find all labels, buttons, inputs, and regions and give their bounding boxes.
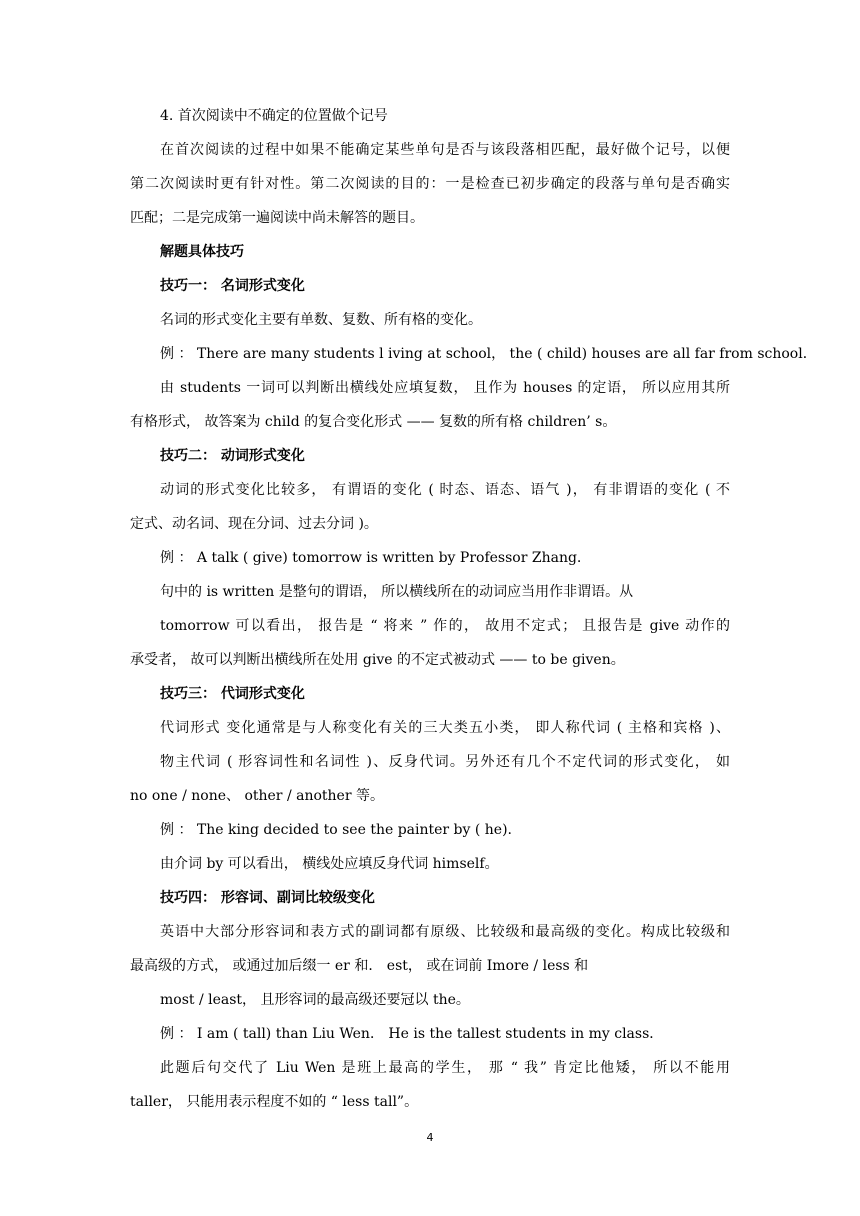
text-line: no one / none、 other / another 等。 — [130, 788, 384, 804]
text-line: 有格形式， 故答案为 child 的复合变化形式 —— 复数的所有格 children’ s。 — [130, 414, 617, 430]
text-line: 匹配；二是完成第一遍阅读中尚未解答的题目。 — [130, 210, 424, 226]
text-line: 句中的 is written 是整句的谓语， 所以横线所在的动词应当用作非谓语。从 — [160, 584, 634, 600]
text-line: 由 students 一词可以判断出横线处应填复数， 且作为 houses 的定语， 所以应用其所 — [160, 380, 730, 396]
text-line: 最高级的方式， 或通过加后缀一 er 和． est， 或在词前 Imore / less 和 — [130, 958, 589, 974]
section-heading: 技巧一： 名词形式变化 — [160, 278, 305, 294]
section-heading: 解题具体技巧 — [160, 244, 244, 260]
page-body — [130, 106, 817, 1126]
text-line: 承受者， 故可以判断出横线所在处用 give 的不定式被动式 —— to be given。 — [130, 652, 625, 668]
text-line: 英语中大部分形容词和表方式的副词都有原级、比较级和最高级的变化。构成比较级和 — [160, 924, 730, 940]
text-line: 名词的形式变化主要有单数、复数、所有格的变化。 — [160, 312, 482, 328]
text-line: 在首次阅读的过程中如果不能确定某些单句是否与该段落相匹配，最好做个记号，以便 — [160, 142, 730, 158]
text-line: 动词的形式变化比较多， 有谓语的变化 ( 时态、语态、语气 )， 有非谓语的变化 ( 不 — [160, 482, 730, 498]
text-line: 例 ： The king decided to see the painter by ( he). — [160, 822, 512, 838]
section-heading: 技巧三： 代词形式变化 — [160, 686, 305, 702]
text-line: 4. 首次阅读中不确定的位置做个记号 — [160, 108, 388, 124]
section-heading: 技巧二： 动词形式变化 — [160, 448, 305, 464]
text-line: 例 ： There are many students l iving at school， the ( child) houses are all far from school． — [160, 346, 817, 362]
text-line: 第二次阅读时更有针对性。第二次阅读的目的：一是检查已初步确定的段落与单句是否确实 — [130, 176, 730, 192]
text-line: most / least， 且形容词的最高级还要冠以 the。 — [160, 992, 470, 1008]
text-line: 例 ： A talk ( give) tomorrow is written by Professor Zhang. — [160, 550, 582, 566]
text-line: 物主代词 ( 形容词性和名词性 )、反身代词。另外还有几个不定代词的形式变化， 如 — [160, 754, 730, 770]
text-line: 此题后句交代了 Liu Wen 是班上最高的学生， 那 “ 我” 肯定比他矮， 所以不能用 — [160, 1060, 730, 1076]
section-heading: 技巧四： 形容词、副词比较级变化 — [160, 890, 375, 906]
text-line: taller， 只能用表示程度不如的 “ less tall”。 — [130, 1094, 419, 1110]
text-line: 例 ： I am ( tall) than Liu Wen． He is the tallest students in my class． — [160, 1026, 664, 1042]
text-line: 代词形式 变化通常是与人称变化有关的三大类五小类， 即人称代词 ( 主格和宾格 )、 — [160, 720, 730, 736]
text-line: 定式、动名词、现在分词、过去分词 )。 — [130, 516, 378, 532]
text-line: 由介词 by 可以看出， 横线处应填反身代词 himself。 — [160, 856, 499, 872]
text-line: tomorrow 可以看出， 报告是 “ 将来 ” 作的， 故用不定式； 且报告是 give 动作的 — [160, 618, 730, 634]
page-number: 4 — [426, 1131, 434, 1144]
